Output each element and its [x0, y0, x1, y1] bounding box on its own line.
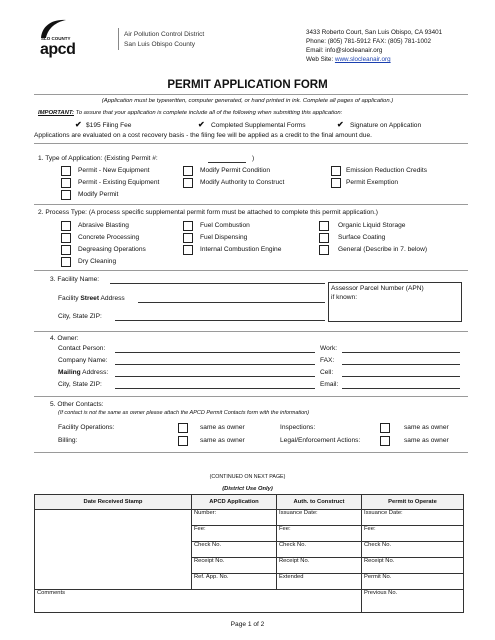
section1-label: 1. Type of Application: (Existing Permit #: [38, 155, 158, 162]
checkbox-modify-permit[interactable] [61, 190, 71, 200]
section-divider [34, 331, 468, 332]
inspections-label: Inspections: [280, 424, 316, 431]
email-field[interactable] [342, 388, 460, 389]
section-divider [34, 396, 468, 397]
owner-city-label: City, State ZIP: [58, 381, 102, 388]
table-cell[interactable]: Extended [277, 574, 362, 590]
owner-city-field[interactable] [115, 388, 315, 389]
option-modify-permit: Modify Permit [78, 191, 119, 198]
logo-line1: Air Pollution Control District [124, 31, 205, 38]
logo-line2: San Luis Obispo County [124, 41, 196, 48]
page-title: PERMIT APPLICATION FORM [167, 79, 328, 91]
option-emission-reduction-credits: Emission Reduction Credits [346, 167, 427, 174]
checkbox-organic-liquid-storage[interactable] [319, 221, 329, 231]
checkbox-surface-coating[interactable] [319, 233, 329, 243]
inspections-same: same as owner [404, 424, 449, 431]
table-cell[interactable]: Receipt No. [362, 558, 464, 574]
section-divider [34, 204, 468, 205]
facility-operations-same: same as owner [200, 424, 245, 431]
facility-operations-label: Facility Operations: [58, 424, 115, 431]
contact-web [306, 57, 391, 63]
legal-label: Legal/Enforcement Actions: [280, 437, 361, 444]
checkbox-modify-authority[interactable] [183, 178, 193, 188]
table-cell[interactable]: Issuance Date: [362, 510, 464, 526]
mailing-bold: Mailing [58, 369, 81, 376]
facility-street-address-label [58, 296, 125, 303]
email-label: Email: [320, 381, 339, 388]
apn-label-1: Assessor Parcel Number (APN) [331, 285, 424, 292]
legal-same: same as owner [404, 437, 449, 444]
check-icon: ✔ [198, 120, 205, 129]
table-cell[interactable]: Permit No. [362, 574, 464, 590]
page-number: Page 1 of 2 [230, 621, 265, 628]
option-abrasive-blasting: Abrasive Blasting [78, 222, 129, 229]
table-cell[interactable]: Receipt No. [277, 558, 362, 574]
header-date-received: Date Received Stamp [35, 495, 192, 510]
section1-close: ) [252, 155, 255, 162]
logo-county: SLO COUNTY [41, 36, 71, 41]
important-line [38, 111, 342, 117]
facility-city-label: City, State ZIP: [58, 313, 102, 320]
table-cell[interactable]: Check No. [192, 542, 277, 558]
facility-name-field[interactable] [110, 283, 325, 284]
continued-note: (CONTINUED ON NEXT PAGE) [209, 474, 286, 480]
option-permit-new-equipment: Permit - New Equipment [78, 167, 150, 174]
table-cell[interactable]: Fee: [192, 526, 277, 542]
option-surface-coating: Surface Coating [338, 234, 386, 241]
table-cell[interactable]: Fee: [362, 526, 464, 542]
checkbox-fuel-dispensing[interactable] [183, 233, 193, 243]
intro-note: (Application must be typewritten, computer generated, or hand printed in ink. Complete all pages of application.) [101, 98, 394, 104]
table-cell[interactable]: Receipt No. [192, 558, 277, 574]
table-cell[interactable]: Check No. [362, 542, 464, 558]
company-name-field[interactable] [115, 364, 315, 365]
table-row [35, 590, 464, 613]
checkbox-abrasive-blasting[interactable] [61, 221, 71, 231]
work-label: Work: [320, 345, 338, 352]
billing-label: Billing: [58, 437, 78, 444]
contact-person-label: Contact Person: [58, 345, 106, 352]
section5-label: 5. Other Contacts: [50, 401, 104, 408]
section2-label: 2. Process Type: (A process specific supplemental permit form must be attached to complete this permit application.) [38, 209, 378, 216]
work-field[interactable] [342, 352, 460, 353]
date-received-stamp-cell[interactable] [35, 510, 192, 590]
checkbox-general[interactable] [319, 245, 329, 255]
logo-name: apcd [40, 41, 76, 58]
previous-no-cell[interactable]: Previous No. [362, 590, 464, 613]
mailing-post: Address: [80, 369, 109, 376]
checkbox-modify-permit-condition[interactable] [183, 166, 193, 176]
comments-cell[interactable]: Comments [35, 590, 362, 613]
facility-street-address-field[interactable] [138, 302, 325, 303]
option-general: General (Describe in 7. below) [338, 246, 428, 253]
header-permit-operate: Permit to Operate [362, 495, 464, 510]
table-cell[interactable]: Check No. [277, 542, 362, 558]
cell-field[interactable] [342, 376, 460, 377]
checkbox-permit-existing-equipment[interactable] [61, 178, 71, 188]
header-apcd-application: APCD Application [192, 495, 277, 510]
street-bold: Street [80, 295, 100, 302]
fax-label: FAX: [320, 357, 335, 364]
checkbox-dry-cleaning[interactable] [61, 257, 71, 267]
table-row [35, 510, 464, 526]
contact-address: 3433 Roberto Court, San Luis Obispo, CA 93401 [306, 29, 443, 36]
table-header-row [35, 495, 464, 510]
required-item-signature: Signature on Application [350, 122, 422, 129]
check-icon: ✔ [75, 120, 82, 129]
mailing-address-field[interactable] [115, 376, 315, 377]
contact-email: Email: info@slocleanair.org [306, 47, 383, 54]
table-cell[interactable]: Issuance Date: [277, 510, 362, 526]
header-auth-construct: Auth. to Construct [277, 495, 362, 510]
option-permit-exemption: Permit Exemption [346, 179, 399, 186]
mailing-address-label [58, 370, 108, 377]
option-organic-liquid-storage: Organic Liquid Storage [338, 222, 406, 229]
checkbox-billing-same[interactable] [178, 436, 188, 446]
checkbox-concrete-processing[interactable] [61, 233, 71, 243]
option-fuel-combustion: Fuel Combustion [200, 222, 250, 229]
checkbox-inspections-same[interactable] [380, 423, 390, 433]
checkbox-legal-same[interactable] [380, 436, 390, 446]
logo-divider [118, 28, 119, 50]
required-item-forms: Completed Supplemental Forms [211, 122, 306, 129]
option-dry-cleaning: Dry Cleaning [78, 258, 117, 265]
section5-note: (If contact is not the same as owner please attach the APCD Permit Contacts form with the information) [58, 410, 310, 416]
option-modify-permit-condition: Modify Permit Condition [200, 167, 270, 174]
required-item-fee: $195 Filing Fee [86, 122, 132, 129]
check-icon: ✔ [337, 120, 344, 129]
checkbox-emission-reduction-credits[interactable] [331, 166, 341, 176]
section-divider [34, 452, 468, 453]
contact-person-field[interactable] [115, 352, 315, 353]
existing-permit-field[interactable] [208, 162, 246, 163]
table-cell[interactable]: Ref. App. No. [192, 574, 277, 590]
apcd-logo [38, 16, 118, 56]
option-fuel-dispensing: Fuel Dispensing [200, 234, 248, 241]
street-pre: Facility [58, 295, 81, 302]
billing-same: same as owner [200, 437, 245, 444]
option-concrete-processing: Concrete Processing [78, 234, 140, 241]
contact-phone: Phone: (805) 781-5912 FAX: (805) 781-1002 [306, 38, 431, 45]
facility-city-field[interactable] [115, 320, 325, 321]
contact-web-label: Web Site: [306, 56, 335, 63]
title-divider [34, 94, 468, 95]
street-post: Address [99, 295, 125, 302]
section3-label: 3. Facility Name: [50, 276, 100, 283]
important-text: To assure that your application is complete include all of the following when submitting this application: [74, 110, 343, 116]
checkbox-permit-new-equipment[interactable] [61, 166, 71, 176]
checkbox-permit-exemption[interactable] [331, 178, 341, 188]
company-name-label: Company Name: [58, 357, 108, 364]
table-cell[interactable]: Fee: [277, 526, 362, 542]
section4-label: 4. Owner: [50, 335, 79, 342]
section-divider [34, 270, 468, 271]
section-divider [34, 143, 468, 144]
checkbox-internal-combustion-engine[interactable] [183, 245, 193, 255]
table-cell[interactable]: Number: [192, 510, 277, 526]
cost-note: Applications are evaluated on a cost recovery basis - the filing fee will be applied as a credit to the final amount due. [34, 132, 372, 139]
district-use-title: (District Use Only) [222, 486, 273, 492]
checkbox-degreasing-operations[interactable] [61, 245, 71, 255]
option-degreasing-operations: Degreasing Operations [78, 246, 146, 253]
contact-web-link[interactable]: www.slocleanair.org [334, 56, 391, 63]
option-internal-combustion-engine: Internal Combustion Engine [200, 246, 282, 253]
important-label: IMPORTANT: [38, 110, 74, 116]
fax-field[interactable] [342, 364, 460, 365]
option-permit-existing-equipment: Permit - Existing Equipment [78, 179, 160, 186]
option-modify-authority: Modify Authority to Construct [200, 179, 285, 186]
cell-label: Cell: [320, 369, 334, 376]
district-use-table [34, 494, 464, 613]
checkbox-fuel-combustion[interactable] [183, 221, 193, 231]
checkbox-facility-operations-same[interactable] [178, 423, 188, 433]
apn-label-2: if known: [331, 294, 358, 301]
